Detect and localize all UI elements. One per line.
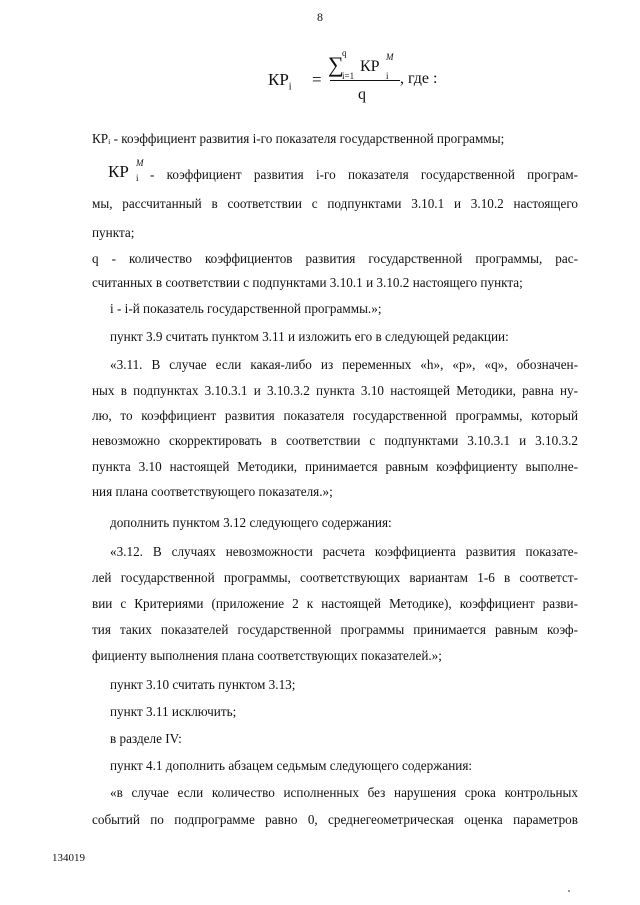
text-line: «3.12. В случаях невозможности расчета коэффициента развития показате- <box>110 544 578 559</box>
sum-symbol: ∑ <box>328 52 344 77</box>
text-line: пункта 3.10 настоящей Методики, принимается равным коэффициенту выполне- <box>92 459 578 474</box>
text-line: дополнить пунктом 3.12 следующего содержания: <box>110 515 392 530</box>
text-line: пункт 4.1 дополнить абзацем седьмым следующего содержания: <box>110 758 473 773</box>
formula-equals: = <box>312 70 322 89</box>
kpm-symbol: КР M i <box>108 158 144 183</box>
text-line: невозможно скорректировать в соответствии с подпунктами 3.10.3.1 и 3.10.3.2 <box>92 433 578 448</box>
text-line: мы, рассчитанный в соответствии с подпунктами 3.10.1 и 3.10.2 настоящего <box>92 196 578 211</box>
text-line: вии с Критериями (приложение 2 к настоящей Методике), коэффициент разви- <box>92 596 578 611</box>
formula-term-sub: i <box>386 71 389 81</box>
text-line: ния плана соответствующего показателя.»; <box>92 484 333 499</box>
text-line: ных в подпунктах 3.10.3.1 и 3.10.3.2 пункта 3.10 настоящей Методики, равна ну- <box>92 383 578 398</box>
scan-dot <box>568 890 570 892</box>
text-line: КРᵢ - коэффициент развития i-го показателя государственной программы; <box>92 131 505 146</box>
formula-numerator <box>328 48 394 81</box>
text-line: пункта; <box>92 225 135 240</box>
text-line: «3.11. В случае если какая-либо из переменных «h», «p», «q», обозначен- <box>110 357 578 372</box>
formula <box>268 50 468 106</box>
text-line: пункт 3.10 считать пунктом 3.13; <box>110 677 296 692</box>
text-line: в разделе IV: <box>110 731 182 746</box>
formula-term-sup: M <box>386 52 394 62</box>
text-line: - коэффициент развития i-го показателя государственной програм- <box>150 167 578 182</box>
formula-denominator: q <box>358 86 366 103</box>
text-line: «в случае если количество исполненных без нарушения срока контрольных <box>110 785 578 800</box>
text-line: i - i-й показатель государственной программы.»; <box>110 301 382 316</box>
sum-lower-limit: i=1 <box>342 71 355 81</box>
formula-tail: , где : <box>400 70 438 87</box>
formula-term: КР <box>360 58 380 75</box>
text-line: считанных в соответствии с подпунктами 3.10.1 и 3.10.2 настоящего пункта; <box>92 275 523 290</box>
fraction-bar <box>330 80 400 81</box>
text-line: q - количество коэффициентов развития государственной программы, рас- <box>92 251 578 266</box>
text-line: событий по подпрограмме равно 0, среднегеометрическая оценка параметров <box>92 812 578 827</box>
page-number: 8 <box>317 10 323 24</box>
text-line: лей государственной программы, соответствующих вариантам 1-6 в соответст- <box>92 570 578 585</box>
footer-code: 134019 <box>52 852 85 864</box>
text-line: фициенту выполнения плана соответствующих показателей.»; <box>92 648 442 663</box>
text-line: пункт 3.9 считать пунктом 3.11 и изложить его в следующей редакции: <box>110 329 509 344</box>
text-line: тия таких показателей государственной программы принимается равным коэф- <box>92 622 578 637</box>
formula-lhs: $КР_i$ <box>268 70 292 93</box>
text-line: лю, то коэффициент развития показателя государственной программы, который <box>92 408 578 423</box>
text-line: пункт 3.11 исключить; <box>110 704 237 719</box>
sum-upper-limit: q <box>342 48 347 58</box>
